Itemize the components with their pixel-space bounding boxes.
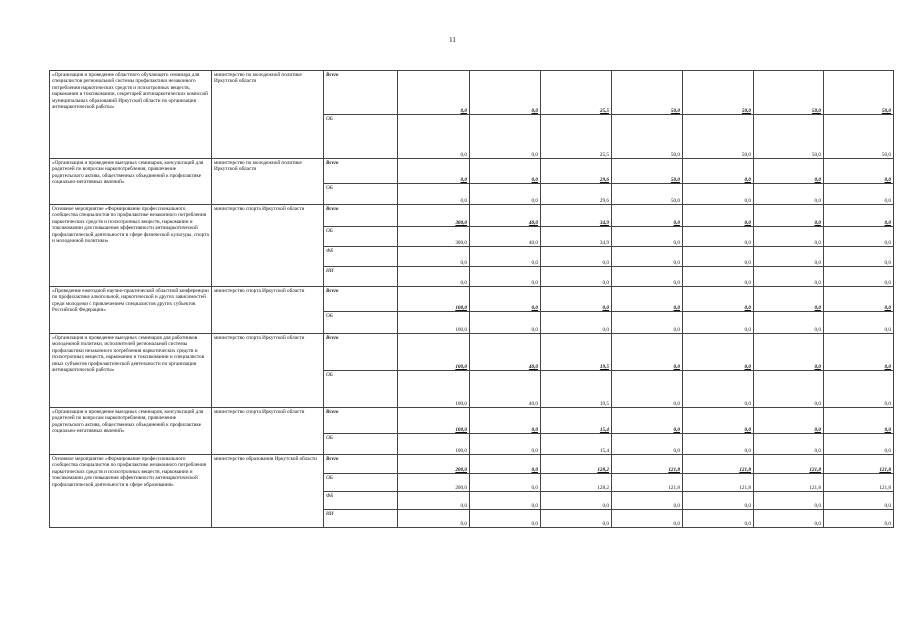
- amount-cell: 19,5: [541, 334, 612, 371]
- amount-cell: 40,0: [470, 334, 541, 371]
- amount-cell: 50,0: [824, 115, 894, 159]
- amount-cell: 0,0: [754, 159, 824, 184]
- amount-cell: 0,0: [470, 312, 541, 334]
- amount-cell: 0,0: [612, 267, 683, 287]
- amount-cell: 0,0: [470, 492, 541, 510]
- amount-cell: 0,0: [683, 492, 754, 510]
- amount-cell: 0,0: [612, 492, 683, 510]
- funding-source: Всего: [324, 287, 398, 312]
- amount-cell: 121,8: [824, 474, 894, 492]
- funding-source: ОБ: [324, 371, 398, 408]
- executor-name: министерство по молодежной политике Иркутской области: [212, 159, 324, 205]
- amount-cell: 25,5: [541, 115, 612, 159]
- table-row: [50, 455, 894, 474]
- amount-cell: 100,0: [398, 371, 470, 408]
- amount-cell: 0,0: [683, 408, 754, 434]
- amount-cell: 0,0: [470, 184, 541, 205]
- budget-table: [49, 70, 894, 528]
- amount-cell: 0,0: [470, 434, 541, 455]
- amount-cell: 29,6: [541, 184, 612, 205]
- amount-cell: 0,0: [612, 371, 683, 408]
- amount-cell: 200,0: [398, 455, 470, 474]
- amount-cell: 40,0: [470, 371, 541, 408]
- amount-cell: 121,8: [683, 455, 754, 474]
- amount-cell: 29,6: [541, 159, 612, 184]
- amount-cell: 0,0: [824, 334, 894, 371]
- amount-cell: 0,0: [754, 287, 824, 312]
- amount-cell: 0,0: [683, 247, 754, 267]
- amount-cell: 0,0: [612, 205, 683, 227]
- executor-name: министерство по молодежной политике Иркутской области: [212, 71, 324, 159]
- amount-cell: 50,0: [612, 184, 683, 205]
- amount-cell: 121,8: [754, 455, 824, 474]
- amount-cell: 0,0: [683, 159, 754, 184]
- amount-cell: 0,0: [824, 408, 894, 434]
- amount-cell: 40,0: [470, 205, 541, 227]
- table-row: [50, 71, 894, 115]
- amount-cell: 0,0: [824, 227, 894, 247]
- amount-cell: 128,2: [541, 455, 612, 474]
- amount-cell: 0,0: [683, 510, 754, 528]
- amount-cell: 100,0: [398, 287, 470, 312]
- amount-cell: 0,0: [398, 510, 470, 528]
- amount-cell: 0,0: [470, 408, 541, 434]
- amount-cell: 0,0: [541, 492, 612, 510]
- amount-cell: 0,0: [683, 312, 754, 334]
- amount-cell: 0,0: [683, 227, 754, 247]
- amount-cell: 0,0: [470, 115, 541, 159]
- amount-cell: 0,0: [754, 492, 824, 510]
- table-row: [50, 205, 894, 227]
- amount-cell: 0,0: [824, 492, 894, 510]
- amount-cell: 34,9: [541, 205, 612, 227]
- amount-cell: 0,0: [612, 510, 683, 528]
- amount-cell: 100,0: [398, 408, 470, 434]
- amount-cell: 0,0: [824, 312, 894, 334]
- amount-cell: 0,0: [824, 371, 894, 408]
- amount-cell: 300,0: [398, 205, 470, 227]
- amount-cell: 300,0: [398, 227, 470, 247]
- amount-cell: 0,0: [754, 312, 824, 334]
- amount-cell: 19,5: [541, 371, 612, 408]
- funding-source: ИИ: [324, 510, 398, 528]
- funding-source: ОБ: [324, 434, 398, 455]
- amount-cell: 50,0: [824, 71, 894, 115]
- funding-source: Всего: [324, 455, 398, 474]
- amount-cell: 121,8: [612, 455, 683, 474]
- executor-name: министерство спорта Иркутской области: [212, 205, 324, 287]
- funding-source: Всего: [324, 408, 398, 434]
- amount-cell: 0,0: [612, 334, 683, 371]
- activity-description: «Организация и проведение выездных семинаров, консультаций для родителей по вопросам наркопотребления, привлечение родительского актива, общественных объединений к профилактике социально-негативных явлений»: [50, 408, 212, 455]
- amount-cell: 0,0: [754, 371, 824, 408]
- amount-cell: 0,0: [398, 115, 470, 159]
- funding-source: ФБ: [324, 492, 398, 510]
- amount-cell: 0,0: [683, 434, 754, 455]
- amount-cell: 200,0: [398, 474, 470, 492]
- amount-cell: 0,0: [824, 184, 894, 205]
- funding-source: Всего: [324, 71, 398, 115]
- activity-description: «Организация и проведение областного обучающего семинара для специалистов региональной системы профилактики незаконного потребления наркотических средств и психотропных веществ, наркомании и токсикомании, секретарей антинаркотических комиссий муниципальных образований Иркутской области по организации антинаркотической работы»: [50, 71, 212, 159]
- amount-cell: 0,0: [398, 159, 470, 184]
- amount-cell: 128,2: [541, 474, 612, 492]
- amount-cell: 0,0: [683, 334, 754, 371]
- amount-cell: 0,0: [824, 287, 894, 312]
- amount-cell: 0,0: [754, 510, 824, 528]
- activity-description: «Проведение ежегодной научно-практической областной конференции по профилактике алкогольной, наркотической и других зависимостей среди молодежи с привлечением специалистов других субъектов Российской Федерации»: [50, 287, 212, 334]
- activity-description: Основное мероприятие «Формирование профессионального сообщества специалистов по профилактике незаконного потребления наркотических средств и психотропных веществ, наркомании и токсикомании для повышения эффективности антинаркотической профилактической деятельности в сфере образования»: [50, 455, 212, 528]
- amount-cell: 15,4: [541, 408, 612, 434]
- amount-cell: 0,0: [683, 267, 754, 287]
- amount-cell: 0,0: [754, 205, 824, 227]
- amount-cell: 0,0: [398, 184, 470, 205]
- funding-source: Всего: [324, 205, 398, 227]
- amount-cell: 50,0: [612, 71, 683, 115]
- amount-cell: 0,0: [470, 455, 541, 474]
- amount-cell: 50,0: [683, 115, 754, 159]
- amount-cell: 0,0: [754, 267, 824, 287]
- amount-cell: 0,0: [541, 510, 612, 528]
- page-number: 11: [449, 36, 456, 44]
- table-row: [50, 287, 894, 312]
- amount-cell: 50,0: [612, 159, 683, 184]
- amount-cell: 0,0: [470, 159, 541, 184]
- amount-cell: 40,0: [470, 227, 541, 247]
- amount-cell: 0,0: [612, 287, 683, 312]
- funding-source: ОБ: [324, 312, 398, 334]
- table-row: [50, 159, 894, 184]
- table-row: [50, 334, 894, 371]
- funding-source: ОБ: [324, 184, 398, 205]
- activity-description: «Организация и проведение выездных семинаров для работников молодежной политики, исполнителей региональной системы профилактики незаконного потребления наркотических средств и психотропных веществ, наркомании и токсикомании и специалистов иных субъектов профилактической деятельности по организации антинаркотической работы»: [50, 334, 212, 408]
- amount-cell: 0,0: [541, 247, 612, 267]
- amount-cell: 0,0: [683, 287, 754, 312]
- amount-cell: 121,8: [754, 474, 824, 492]
- funding-source: ОБ: [324, 227, 398, 247]
- amount-cell: 0,0: [754, 184, 824, 205]
- amount-cell: 0,0: [612, 434, 683, 455]
- amount-cell: 121,8: [683, 474, 754, 492]
- executor-name: министерство спорта Иркутской области: [212, 334, 324, 408]
- amount-cell: 0,0: [824, 267, 894, 287]
- amount-cell: 0,0: [470, 71, 541, 115]
- amount-cell: 25,5: [541, 71, 612, 115]
- funding-source: Всего: [324, 334, 398, 371]
- amount-cell: 100,0: [398, 434, 470, 455]
- amount-cell: 0,0: [683, 371, 754, 408]
- amount-cell: 0,0: [754, 334, 824, 371]
- executor-name: министерство спорта Иркутской области: [212, 287, 324, 334]
- amount-cell: 0,0: [683, 184, 754, 205]
- amount-cell: 15,4: [541, 434, 612, 455]
- amount-cell: 50,0: [754, 71, 824, 115]
- amount-cell: 121,8: [824, 455, 894, 474]
- amount-cell: 0,0: [612, 227, 683, 247]
- amount-cell: 0,0: [470, 247, 541, 267]
- funding-source: ОБ: [324, 474, 398, 492]
- amount-cell: 0,0: [541, 312, 612, 334]
- amount-cell: 0,0: [398, 492, 470, 510]
- amount-cell: 0,0: [398, 247, 470, 267]
- amount-cell: 0,0: [824, 510, 894, 528]
- amount-cell: 0,0: [612, 408, 683, 434]
- amount-cell: 0,0: [470, 287, 541, 312]
- executor-name: министерство спорта Иркутской области: [212, 408, 324, 455]
- amount-cell: 0,0: [398, 267, 470, 287]
- amount-cell: 34,9: [541, 227, 612, 247]
- funding-source: ИИ: [324, 267, 398, 287]
- amount-cell: 50,0: [612, 115, 683, 159]
- executor-name: министерство образования Иркутской области: [212, 455, 324, 528]
- amount-cell: 0,0: [683, 205, 754, 227]
- amount-cell: 50,0: [754, 115, 824, 159]
- amount-cell: 0,0: [612, 312, 683, 334]
- amount-cell: 0,0: [824, 434, 894, 455]
- amount-cell: 0,0: [470, 474, 541, 492]
- amount-cell: 0,0: [824, 159, 894, 184]
- funding-source: Всего: [324, 159, 398, 184]
- amount-cell: 100,0: [398, 312, 470, 334]
- amount-cell: 100,0: [398, 334, 470, 371]
- table-row: [50, 408, 894, 434]
- funding-source: ФБ: [324, 247, 398, 267]
- amount-cell: 0,0: [754, 434, 824, 455]
- amount-cell: 0,0: [541, 267, 612, 287]
- amount-cell: 0,0: [754, 247, 824, 267]
- activity-description: «Организация и проведение выездных семинаров, консультаций для родителей по вопросам наркопотребления, привлечение родительского актива, общественных объединений к профилактике социально-негативных явлений»: [50, 159, 212, 205]
- amount-cell: 0,0: [754, 227, 824, 247]
- funding-source: ОБ: [324, 115, 398, 159]
- amount-cell: 0,0: [398, 71, 470, 115]
- amount-cell: 50,0: [683, 71, 754, 115]
- amount-cell: 0,0: [612, 247, 683, 267]
- amount-cell: 0,0: [470, 267, 541, 287]
- amount-cell: 0,0: [470, 510, 541, 528]
- amount-cell: 0,0: [541, 287, 612, 312]
- amount-cell: 121,8: [612, 474, 683, 492]
- amount-cell: 0,0: [824, 205, 894, 227]
- amount-cell: 0,0: [754, 408, 824, 434]
- activity-description: Основное мероприятие «Формирование профессионального сообщества специалистов по профилактике незаконного потребления наркотических средств и психотропных веществ, наркомании и токсикомании для повышения эффективности антинаркотической профилактической деятельности в сфере физической культуры, спорта и молодежной политики»: [50, 205, 212, 287]
- amount-cell: 0,0: [824, 247, 894, 267]
